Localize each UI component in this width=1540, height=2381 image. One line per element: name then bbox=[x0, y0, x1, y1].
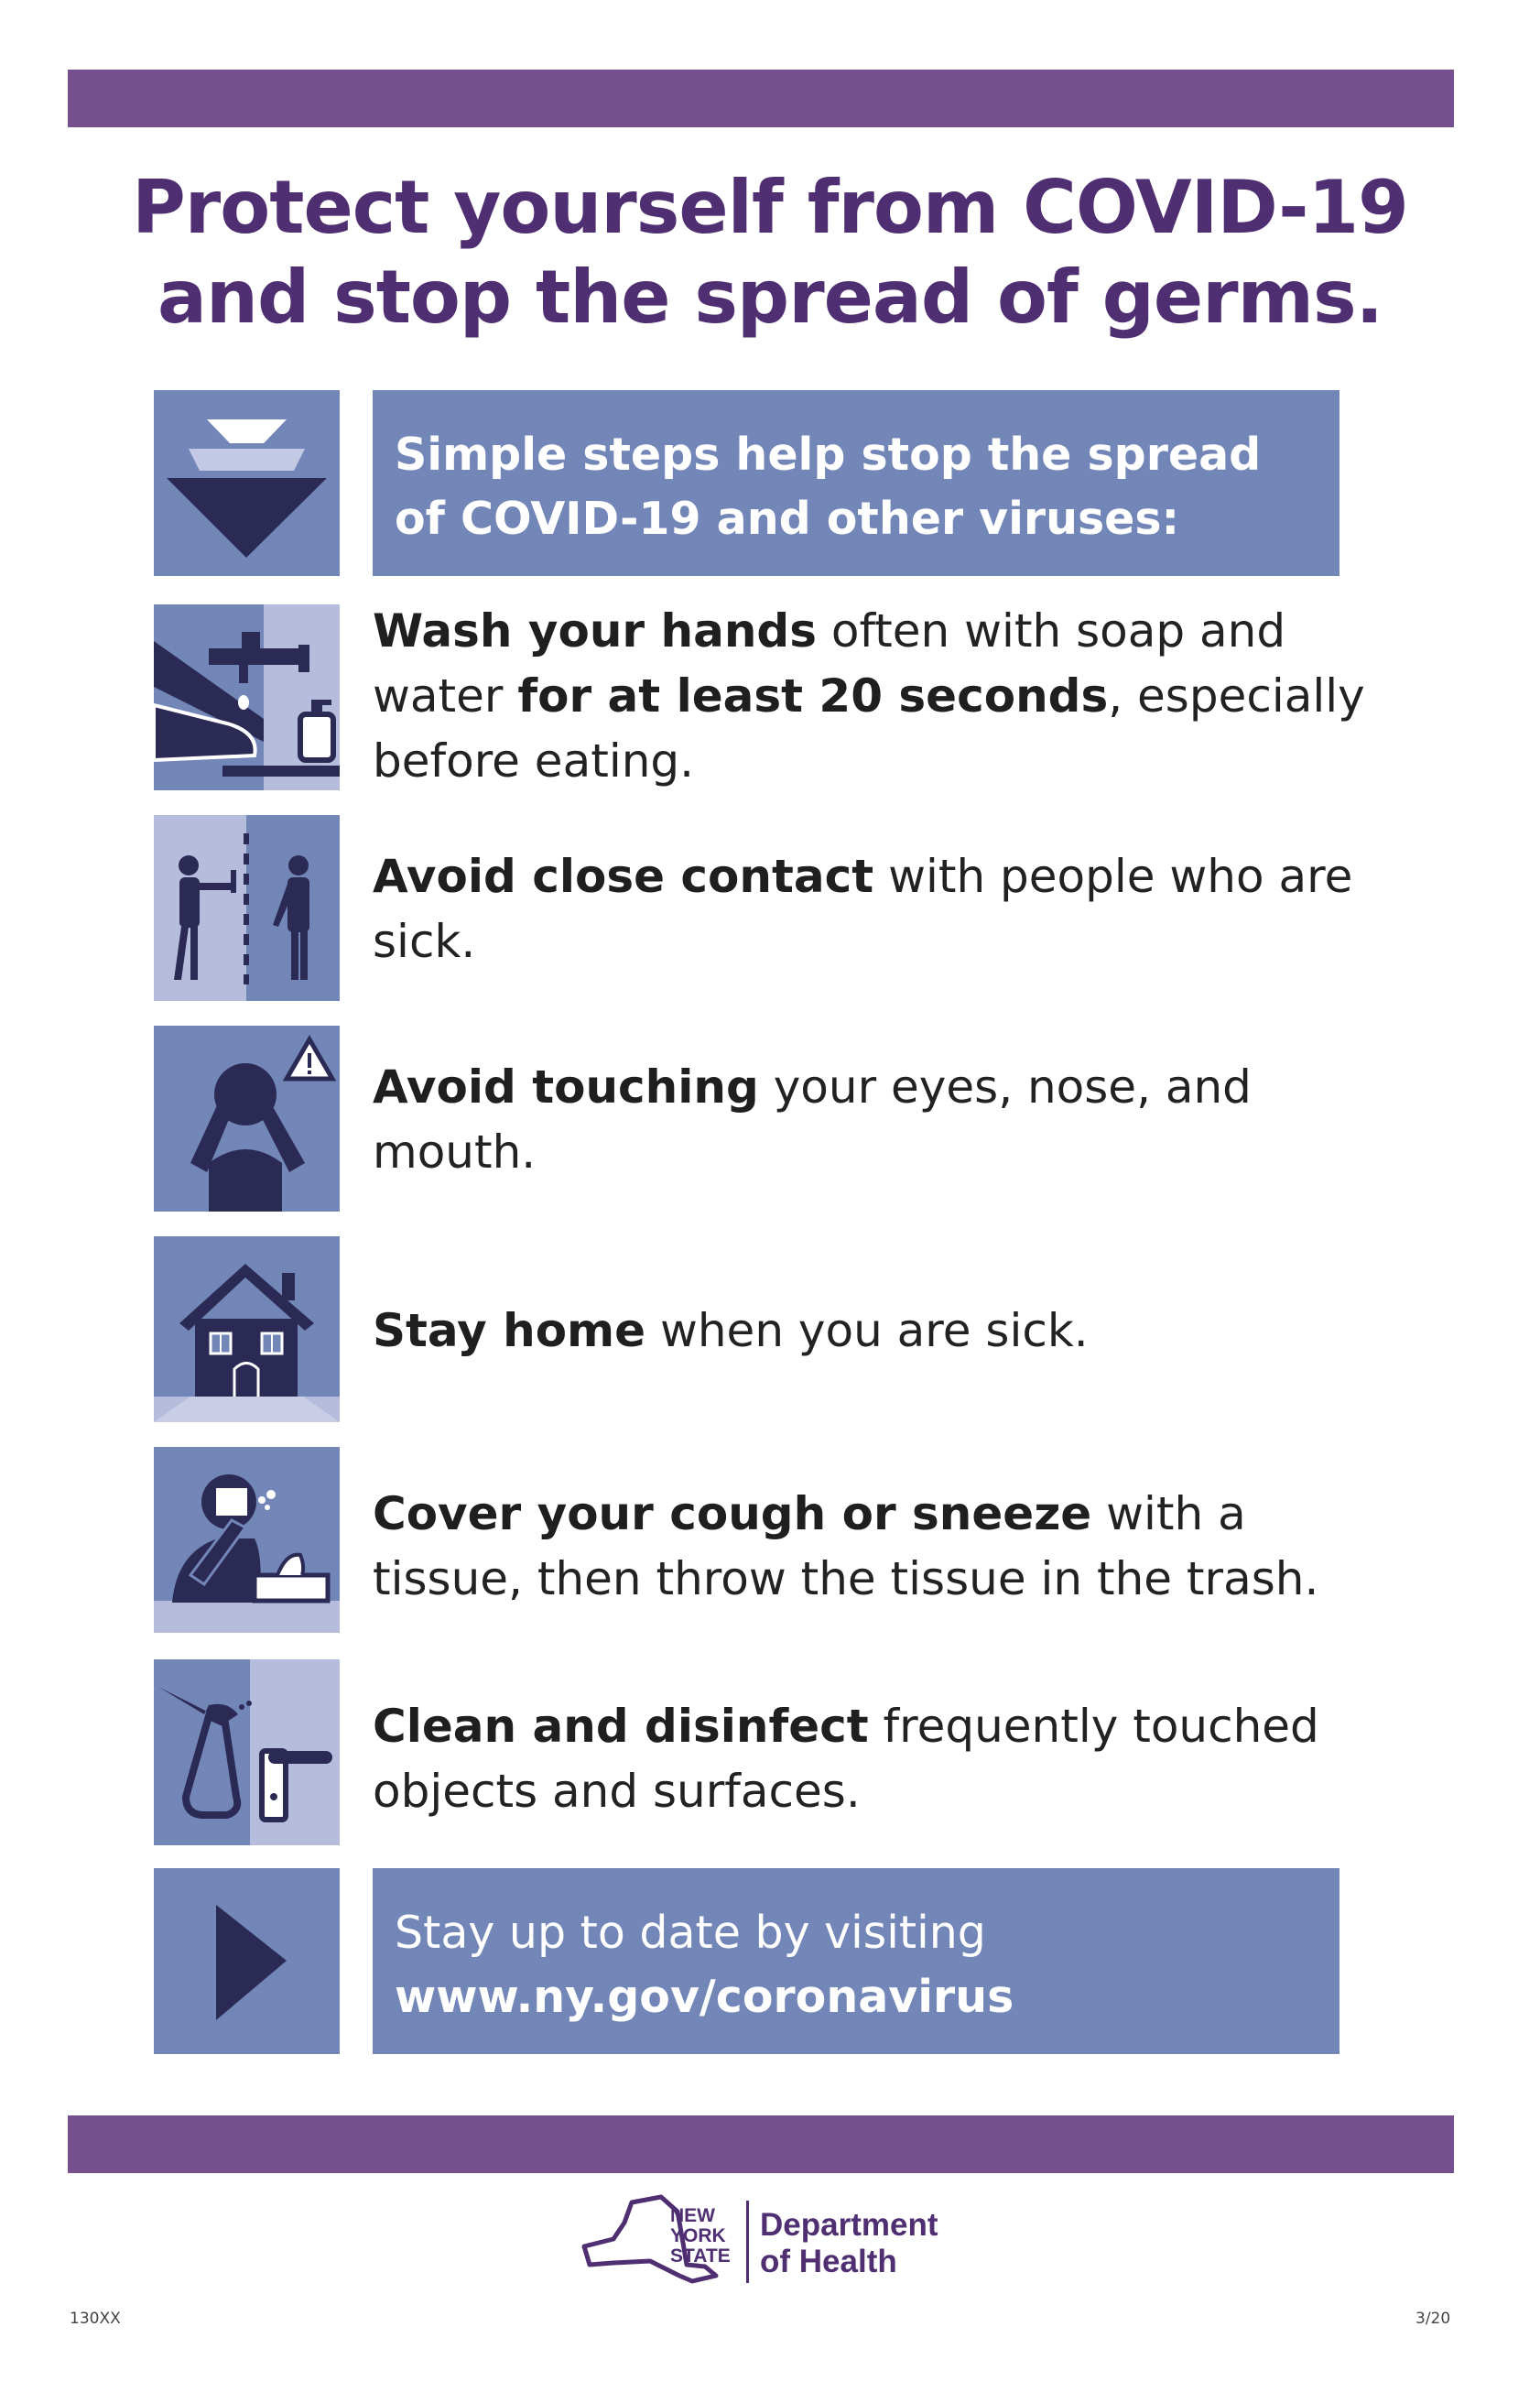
step-home-bold: Stay home bbox=[373, 1304, 646, 1357]
house-icon bbox=[154, 1236, 340, 1422]
step-wash-bold-2: for at least 20 seconds bbox=[517, 669, 1109, 723]
step-touch-text: your eyes, nose, and mouth. bbox=[373, 1060, 1252, 1179]
step-avoid-touching bbox=[373, 1055, 1407, 1185]
step-contact-bold: Avoid close contact bbox=[373, 850, 874, 903]
revision-date: 3/20 bbox=[1415, 2310, 1451, 2328]
intro-line-1: Simple steps help stop the spread bbox=[395, 429, 1262, 481]
page-title bbox=[55, 163, 1485, 342]
outro-line-1: Stay up to date by visiting bbox=[395, 1907, 986, 1959]
logo-of-health: of Health bbox=[760, 2244, 897, 2279]
step-clean-bold: Clean and disinfect bbox=[373, 1700, 869, 1753]
step-clean-text: frequently touched objects and surfaces. bbox=[373, 1700, 1319, 1818]
intro-line-2: of COVID-19 and other viruses: bbox=[395, 493, 1180, 545]
funnel-icon bbox=[154, 390, 340, 576]
website-link[interactable]: www.ny.gov/coronavirus bbox=[395, 1971, 1014, 2023]
form-code: 130XX bbox=[70, 2310, 121, 2328]
title-line-1: Protect yourself from COVID-19 bbox=[132, 165, 1408, 250]
distancing-icon bbox=[154, 815, 340, 1001]
play-arrow-icon bbox=[154, 1868, 340, 2054]
step-clean-disinfect bbox=[373, 1694, 1407, 1824]
title-line-2: and stop the spread of germs. bbox=[157, 255, 1383, 340]
step-avoid-contact bbox=[373, 844, 1407, 974]
top-accent-bar bbox=[68, 70, 1454, 127]
step-wash-bold: Wash your hands bbox=[373, 604, 817, 658]
step-wash-text-a: often with soap and water bbox=[373, 604, 1286, 723]
bottom-accent-bar bbox=[68, 2115, 1454, 2173]
outro-banner bbox=[373, 1868, 1339, 2054]
intro-banner bbox=[373, 390, 1339, 576]
nys-department-of-health-logo bbox=[577, 2191, 961, 2294]
hand-washing-icon bbox=[154, 604, 340, 790]
logo-department: Department bbox=[760, 2207, 938, 2243]
step-wash-text-b: , especially before eating. bbox=[373, 669, 1365, 788]
step-cough-text: with a tissue, then throw the tissue in the trash. bbox=[373, 1487, 1319, 1605]
tissue-cough-icon bbox=[154, 1447, 340, 1633]
step-touch-bold: Avoid touching bbox=[373, 1060, 759, 1114]
logo-state: STATE bbox=[670, 2245, 731, 2267]
step-cover-cough bbox=[373, 1482, 1407, 1612]
face-touch-warning-icon bbox=[154, 1026, 340, 1212]
disinfect-spray-icon bbox=[154, 1659, 340, 1845]
step-wash-hands bbox=[373, 599, 1407, 794]
step-contact-text: with people who are sick. bbox=[373, 850, 1353, 968]
step-cough-bold: Cover your cough or sneeze bbox=[373, 1487, 1092, 1540]
step-stay-home bbox=[373, 1299, 1407, 1364]
logo-york: YORK bbox=[670, 2225, 726, 2246]
step-home-text: when you are sick. bbox=[645, 1304, 1089, 1357]
logo-new: NEW bbox=[670, 2205, 715, 2226]
